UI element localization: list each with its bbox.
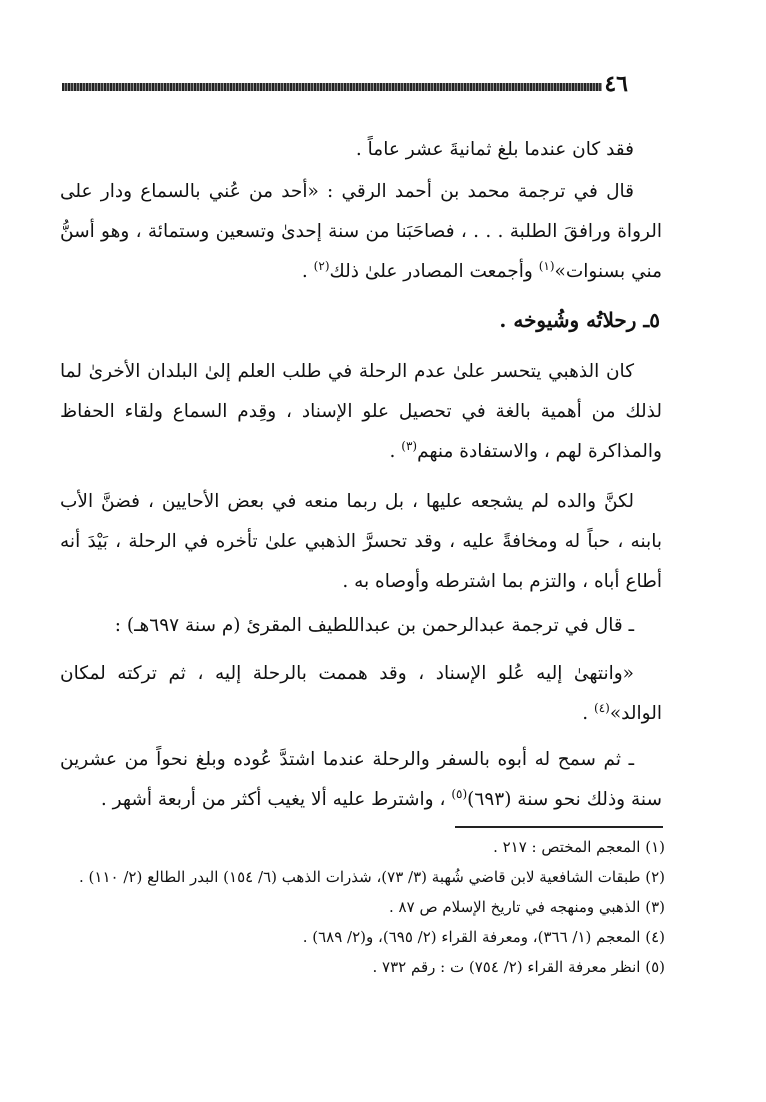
footnote-1: (١) المعجم المختص : ٢١٧ . [493, 838, 665, 856]
footnote-4: (٤) المعجم (١/ ٣٦٦)، ومعرفة القراء (٢/ ٦٩٥)، و(٢/ ٦٨٩) . [302, 928, 665, 946]
paragraph-text: قال في ترجمة محمد بن أحمد الرقي : «أحد من عُني بالسماع ودار على الرواة ورافقَ الطلبة . . . ، فصاحَبَنا من سنة إحدىٰ وتسعين وستمائة ، وهو أسنُّ مني بسنوات» [60, 181, 662, 282]
paragraph-end: ، واشترط عليه ألا يغيب أكثر من أربعة أشهر . [100, 789, 452, 810]
paragraph-text: لكنَّ والده لم يشجعه عليها ، بل ربما منعه في بعض الأحايين ، فضنَّ الأب بابنه ، حباً له ومخافةً عليه ، وقد تحسرَّ الذهبي علىٰ تأخره في الرحلة ، بَيْدَ أنه أطاع أباه ، والتزم بما اشترطه وأوصاه به . [60, 491, 662, 592]
footnote-ref: (٥) [451, 786, 468, 801]
footnote-ref: (٣) [401, 438, 418, 453]
footnote-ref: (١) [538, 258, 555, 273]
footnote-ref: (٢) [313, 258, 330, 273]
paragraph-text: كان الذهبي يتحسر علىٰ عدم الرحلة في طلب العلم إلىٰ البلدان الأخرىٰ لما لذلك من أهمية بالغة في تحصيل علو الإسناد ، وقِدم السماع ولقاء الحفاظ والمذاكرة لهم ، والاستفادة منهم [60, 361, 662, 462]
paragraph-1 [60, 130, 662, 170]
footnote-divider [455, 826, 663, 828]
paragraph-text: ـ ثم سمح له أبوه بالسفر والرحلة عندما اشتدَّ عُوده وبلغ نحواً من عشرين سنة وذلك نحو سنة (٦٩٣) [60, 749, 662, 810]
page-number: ٤٦ [604, 71, 628, 97]
paragraph-4 [60, 482, 662, 602]
section-heading: ٥ـ رحلاتُه وشُيوخه . [499, 308, 660, 332]
paragraph-text: ـ قال في ترجمة عبدالرحمن بن عبداللطيف المقرئ (م سنة ٦٩٧هـ) : [114, 615, 634, 636]
footnotes [60, 832, 665, 982]
paragraph-6 [60, 654, 662, 734]
paragraph-2 [60, 172, 662, 292]
paragraph-text: «وانتهىٰ إليه عُلو الإسناد ، وقد هممت بالرحلة إليه ، ثم تركته لمكان الوالد» [60, 663, 662, 724]
paragraph-7 [60, 740, 662, 820]
paragraph-end: . [301, 261, 314, 282]
footnote-5: (٥) انظر معرفة القراء (٢/ ٧٥٤) ت : رقم ٧٣٢ . [372, 958, 665, 976]
paragraph-text-tail: وأجمعت المصادر علىٰ ذلك [329, 261, 539, 282]
footnote-3: (٣) الذهبي ومنهجه في تاريخ الإسلام ص ٨٧ . [389, 898, 665, 916]
paragraph-5 [60, 606, 662, 646]
footnote-2: (٢) طبقات الشافعية لابن قاضي شُهبة (٣/ ٧٣)، شذرات الذهب (٦/ ١٥٤) البدر الطالع (٢/ ١١٠) . [79, 868, 665, 886]
paragraph-text: فقد كان عندما بلغ ثمانيةَ عشر عاماً . [355, 139, 634, 160]
paragraph-end: . [582, 703, 595, 724]
header-rule [62, 83, 602, 91]
footnote-ref: (٤) [594, 700, 610, 715]
paragraph-end: . [389, 441, 402, 462]
paragraph-3 [60, 352, 662, 472]
